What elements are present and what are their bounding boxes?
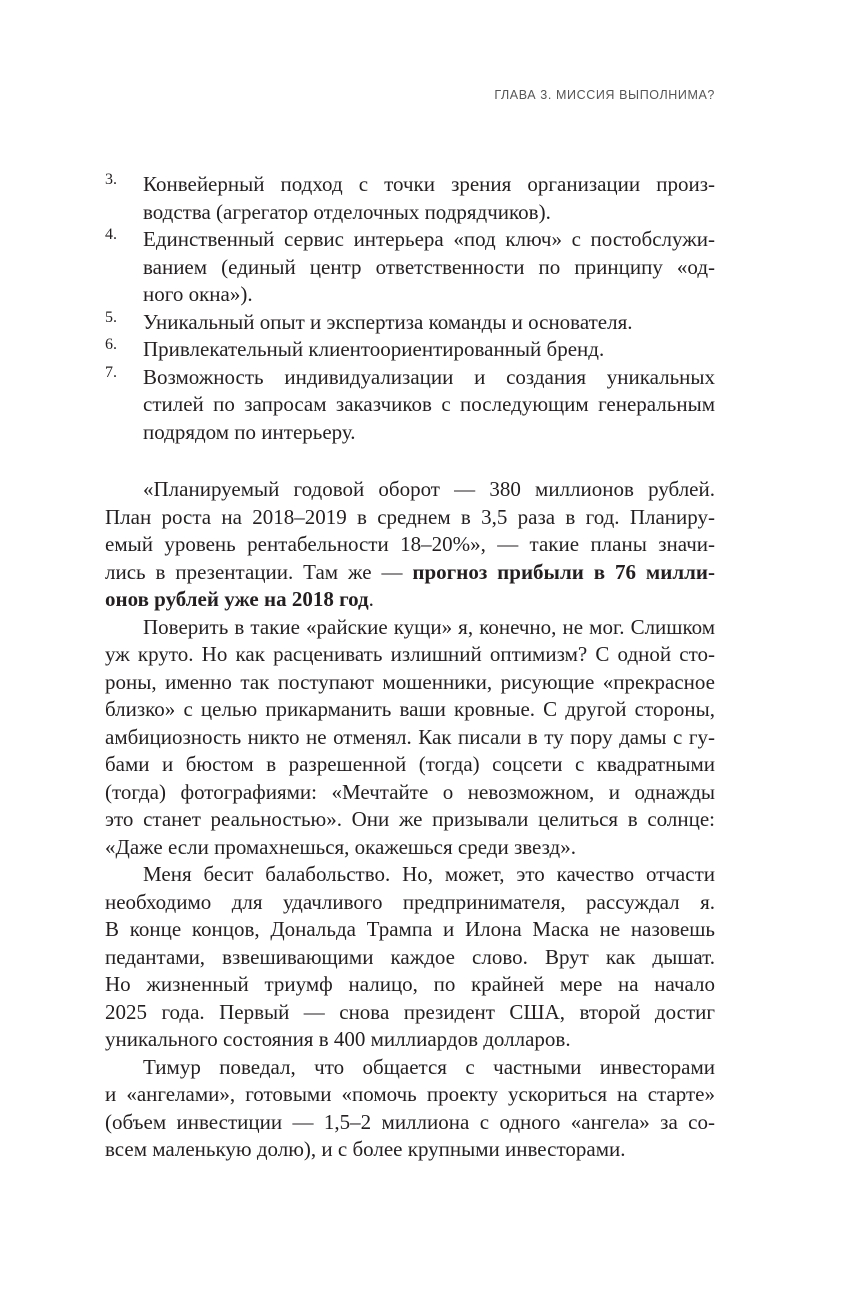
text-line: Единственный сервис интерьера «под ключ» с постобслужи- — [143, 227, 715, 251]
text-line — [105, 916, 715, 944]
text-line — [105, 504, 715, 532]
text-line — [105, 586, 715, 614]
text-line — [105, 1081, 715, 1109]
text-line: водства (агрегатор отделочных подрядчиков). — [143, 199, 551, 224]
text-line — [105, 779, 715, 807]
list-item-number: 7. — [105, 363, 117, 381]
text-segment: 2025 года. Первый — снова президент США, второй достиг — [105, 999, 715, 1024]
text-line: ванием (единый центр ответственности по принципу «од- — [143, 254, 715, 279]
text-line: Уникальный опыт и экспертиза команды и основателя. — [143, 309, 633, 334]
list-item — [105, 364, 715, 447]
text-segment: «Планируемый годовой оборот — 380 миллионов рублей. — [143, 477, 715, 501]
text-line — [105, 614, 715, 642]
text-line: стилей по запросам заказчиков с последующим генеральным — [143, 392, 715, 416]
text-segment: Поверить в такие «райские кущи» я, конечно, не мог. Слишком — [143, 614, 715, 639]
list-item — [105, 226, 715, 309]
text-line — [105, 944, 715, 972]
running-header: ГЛАВА 3. МИССИЯ ВЫПОЛНИМА? — [494, 88, 715, 102]
text-segment: Тимур поведал, что общается с частными инвесторами — [143, 1054, 715, 1079]
text-segment: уникального состояния в 400 миллиардов долларов. — [105, 1027, 571, 1051]
list-item-text — [143, 171, 715, 226]
text-segment: педантами, взвешивающими каждое слово. Врут как дышат. — [105, 944, 715, 969]
text-segment: Меня бесит балабольство. Но, может, это качество отчасти — [143, 862, 715, 886]
text-segment: . — [368, 587, 374, 611]
text-segment: необходимо для удачливого предпринимателя, рассуждал я. — [105, 889, 715, 914]
text-line — [105, 999, 715, 1027]
text-line: Привлекательный клиентоориентированный бренд. — [143, 337, 605, 361]
text-line — [105, 1136, 715, 1164]
text-segment: «Даже если промахнешься, окажешься среди звезд». — [105, 834, 576, 859]
list-item-number: 6. — [105, 336, 117, 353]
list-item-text — [143, 364, 715, 447]
text-segment: План роста на 2018–2019 в среднем в 3,5 раза в год. Планиру- — [105, 504, 715, 529]
text-line: ного окна»). — [143, 282, 253, 306]
paragraph — [105, 1054, 715, 1164]
text-line — [105, 971, 715, 999]
text-line — [105, 669, 715, 697]
text-segment: амбициозность никто не отменял. Как писали в ту пору дамы с гу- — [105, 724, 715, 749]
text-segment: всем маленькую долю), и с более крупными инвесторами. — [105, 1137, 626, 1161]
text-segment: уж круто. Но как расценивать излишний оптимизм? С одной сто- — [105, 642, 715, 666]
text-line — [105, 834, 715, 862]
text-segment: близко» с целью прикарманить ваши кровные. С другой стороны, — [105, 697, 715, 721]
text-line — [105, 724, 715, 752]
text-segment: роны, именно так поступают мошенники, рисующие «прекрасное — [105, 669, 715, 694]
list-item-number: 5. — [105, 308, 117, 326]
text-line — [105, 861, 715, 889]
paragraph — [105, 614, 715, 862]
text-line: Конвейерный подход с точки зрения организации произ- — [143, 172, 715, 196]
text-line — [105, 641, 715, 669]
numbered-list — [105, 171, 715, 446]
list-item — [105, 171, 715, 226]
list-item-text — [143, 226, 715, 309]
text-line — [105, 1109, 715, 1137]
text-line — [105, 889, 715, 917]
text-line — [105, 1026, 715, 1054]
body-text — [105, 476, 715, 1164]
list-item-number: 4. — [105, 226, 117, 243]
list-item-text — [143, 309, 715, 337]
paragraph — [105, 476, 715, 614]
bold-text: онов рублей уже на 2018 год — [105, 587, 369, 611]
text-segment: (объем инвестиции — 1,5–2 миллиона с одного «ангела» за со- — [105, 1109, 715, 1134]
text-line: Возможность индивидуализации и создания уникальных — [143, 364, 715, 389]
text-line — [105, 476, 715, 504]
text-segment: и «ангелами», готовыми «помочь проекту ускориться на старте» — [105, 1082, 715, 1106]
paragraph — [105, 861, 715, 1054]
list-item — [105, 336, 715, 364]
text-segment: бами и бюстом в разрешенной (тогда) соцсети с квадратными — [105, 752, 715, 776]
list-item — [105, 309, 715, 337]
text-line — [105, 531, 715, 559]
text-segment: это станет реальностью». Они же призывали целиться в солнце: — [105, 807, 715, 831]
text-line — [105, 1054, 715, 1082]
list-item-text — [143, 336, 715, 364]
bold-text: прогноз прибыли в 76 милли- — [412, 559, 715, 584]
text-line: подрядом по интерьеру. — [143, 419, 356, 444]
text-line — [105, 696, 715, 724]
text-segment: лись в презентации. Там же — — [105, 559, 413, 584]
text-line — [105, 751, 715, 779]
text-segment: емый уровень рентабельности 18–20%», — такие планы значи- — [105, 532, 715, 556]
text-line — [105, 559, 715, 587]
text-segment: (тогда) фотографиями: «Мечтайте о невозможном, и однажды — [105, 779, 715, 804]
text-line — [105, 806, 715, 834]
list-item-number: 3. — [105, 171, 117, 188]
text-segment: Но жизненный триумф налицо, по крайней мере на начало — [105, 972, 715, 996]
text-segment: В конце концов, Дональда Трампа и Илона Маска не назовешь — [105, 917, 715, 941]
